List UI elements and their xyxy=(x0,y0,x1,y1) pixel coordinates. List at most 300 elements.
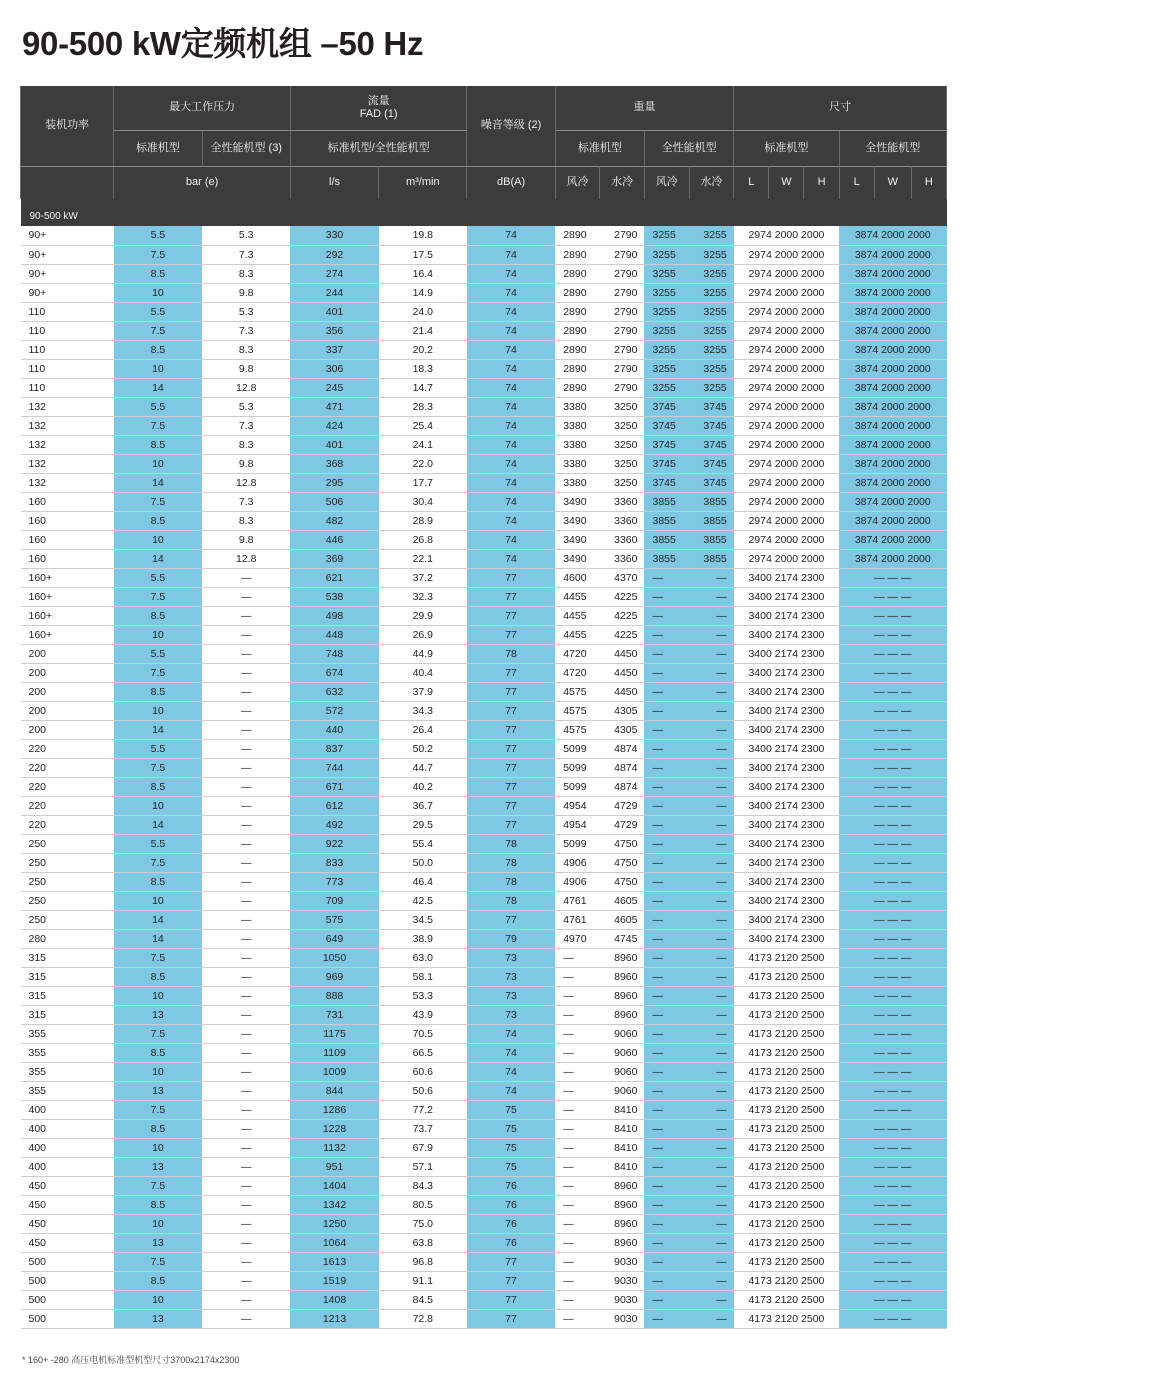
weight-std-air-cell: — xyxy=(555,1195,600,1214)
power-cell: 220 xyxy=(21,758,114,777)
size-full-cell: — — — xyxy=(839,777,946,796)
flow-m3-cell: 29.5 xyxy=(379,815,467,834)
header-size: 尺寸 xyxy=(734,86,947,130)
weight-std-air-cell: 4575 xyxy=(555,720,600,739)
weight-full-water-cell: 3745 xyxy=(689,435,734,454)
table-row xyxy=(21,891,947,910)
weight-full-water-cell: 3255 xyxy=(689,340,734,359)
weight-std-water-cell: 8960 xyxy=(600,1176,645,1195)
flow-ls-cell: 498 xyxy=(290,606,378,625)
weight-full-water-cell: 3255 xyxy=(689,359,734,378)
table-row xyxy=(21,1081,947,1100)
pressure-std-cell: 14 xyxy=(114,910,202,929)
pressure-full-cell: — xyxy=(202,1024,290,1043)
flow-ls-cell: 632 xyxy=(290,682,378,701)
power-cell: 450 xyxy=(21,1214,114,1233)
size-std-cell: 3400 2174 2300 xyxy=(734,929,839,948)
weight-std-air-cell: 2890 xyxy=(555,378,600,397)
weight-full-air-cell: 3855 xyxy=(644,492,689,511)
weight-std-water-cell: 4605 xyxy=(600,891,645,910)
weight-std-air-cell: — xyxy=(555,1157,600,1176)
size-full-cell: — — — xyxy=(839,1157,946,1176)
weight-std-water-cell: 4225 xyxy=(600,606,645,625)
flow-ls-cell: 506 xyxy=(290,492,378,511)
size-std-cell: 4173 2120 2500 xyxy=(734,967,839,986)
weight-full-air-cell: — xyxy=(644,1309,689,1328)
pressure-std-cell: 7.5 xyxy=(114,853,202,872)
weight-full-air-cell: — xyxy=(644,1214,689,1233)
flow-ls-cell: 492 xyxy=(290,815,378,834)
weight-full-air-cell: — xyxy=(644,663,689,682)
pressure-full-cell: 8.3 xyxy=(202,340,290,359)
table-row xyxy=(21,663,947,682)
pressure-full-cell: — xyxy=(202,1176,290,1195)
size-std-cell: 3400 2174 2300 xyxy=(734,701,839,720)
weight-full-air-cell: — xyxy=(644,967,689,986)
header-full-l: L xyxy=(839,166,874,199)
pressure-full-cell: — xyxy=(202,1233,290,1252)
weight-std-water-cell: 9030 xyxy=(600,1290,645,1309)
pressure-full-cell: — xyxy=(202,739,290,758)
power-cell: 500 xyxy=(21,1252,114,1271)
flow-ls-cell: 471 xyxy=(290,397,378,416)
size-full-cell: — — — xyxy=(839,1024,946,1043)
weight-std-water-cell: 8960 xyxy=(600,967,645,986)
flow-ls-cell: 1050 xyxy=(290,948,378,967)
size-full-cell: 3874 2000 2000 xyxy=(839,226,946,245)
size-full-cell: — — — xyxy=(839,1043,946,1062)
pressure-std-cell: 7.5 xyxy=(114,663,202,682)
pressure-full-cell: — xyxy=(202,834,290,853)
weight-std-water-cell: 4370 xyxy=(600,568,645,587)
weight-std-water-cell: 9030 xyxy=(600,1271,645,1290)
flow-ls-cell: 837 xyxy=(290,739,378,758)
flow-m3-cell: 26.4 xyxy=(379,720,467,739)
pressure-std-cell: 14 xyxy=(114,378,202,397)
weight-std-air-cell: 3380 xyxy=(555,435,600,454)
flow-m3-cell: 77.2 xyxy=(379,1100,467,1119)
pressure-std-cell: 10 xyxy=(114,283,202,302)
power-cell: 315 xyxy=(21,948,114,967)
flow-ls-cell: 773 xyxy=(290,872,378,891)
weight-full-water-cell: 3255 xyxy=(689,321,734,340)
flow-m3-cell: 40.4 xyxy=(379,663,467,682)
table-row xyxy=(21,1119,947,1138)
header-pressure: 最大工作压力 xyxy=(114,86,291,130)
size-std-cell: 2974 2000 2000 xyxy=(734,397,839,416)
pressure-full-cell: — xyxy=(202,1252,290,1271)
weight-std-air-cell: 3490 xyxy=(555,530,600,549)
flow-m3-cell: 28.9 xyxy=(379,511,467,530)
pressure-std-cell: 7.5 xyxy=(114,948,202,967)
flow-m3-cell: 25.4 xyxy=(379,416,467,435)
size-full-cell: — — — xyxy=(839,1081,946,1100)
size-std-cell: 2974 2000 2000 xyxy=(734,302,839,321)
weight-std-water-cell: 2790 xyxy=(600,245,645,264)
size-std-cell: 3400 2174 2300 xyxy=(734,796,839,815)
size-std-cell: 3400 2174 2300 xyxy=(734,910,839,929)
header-full-air: 风冷 xyxy=(644,166,689,199)
weight-full-water-cell: — xyxy=(689,1100,734,1119)
pressure-full-cell: — xyxy=(202,1081,290,1100)
pressure-full-cell: — xyxy=(202,701,290,720)
power-cell: 355 xyxy=(21,1043,114,1062)
flow-m3-cell: 70.5 xyxy=(379,1024,467,1043)
flow-ls-cell: 1250 xyxy=(290,1214,378,1233)
flow-m3-cell: 14.7 xyxy=(379,378,467,397)
noise-cell: 77 xyxy=(467,1290,555,1309)
power-cell: 160 xyxy=(21,549,114,568)
power-cell: 355 xyxy=(21,1081,114,1100)
noise-cell: 74 xyxy=(467,226,555,245)
size-full-cell: — — — xyxy=(839,853,946,872)
weight-full-water-cell: — xyxy=(689,796,734,815)
power-cell: 200 xyxy=(21,720,114,739)
pressure-std-cell: 7.5 xyxy=(114,245,202,264)
noise-cell: 73 xyxy=(467,1005,555,1024)
size-std-cell: 4173 2120 2500 xyxy=(734,1119,839,1138)
weight-full-water-cell: 3255 xyxy=(689,226,734,245)
weight-std-water-cell: 4729 xyxy=(600,815,645,834)
weight-full-water-cell: 3855 xyxy=(689,530,734,549)
flow-ls-cell: 1613 xyxy=(290,1252,378,1271)
weight-std-water-cell: 4874 xyxy=(600,739,645,758)
flow-m3-cell: 57.1 xyxy=(379,1157,467,1176)
pressure-std-cell: 5.5 xyxy=(114,834,202,853)
size-full-cell: — — — xyxy=(839,1233,946,1252)
weight-std-water-cell: 3250 xyxy=(600,473,645,492)
noise-cell: 77 xyxy=(467,663,555,682)
weight-std-air-cell: 5099 xyxy=(555,777,600,796)
flow-m3-cell: 73.7 xyxy=(379,1119,467,1138)
flow-m3-cell: 26.8 xyxy=(379,530,467,549)
weight-full-water-cell: — xyxy=(689,1138,734,1157)
weight-std-air-cell: — xyxy=(555,1176,600,1195)
pressure-full-cell: — xyxy=(202,663,290,682)
size-std-cell: 3400 2174 2300 xyxy=(734,834,839,853)
size-full-cell: — — — xyxy=(839,606,946,625)
flow-ls-cell: 368 xyxy=(290,454,378,473)
weight-std-air-cell: — xyxy=(555,1043,600,1062)
flow-m3-cell: 96.8 xyxy=(379,1252,467,1271)
pressure-full-cell: — xyxy=(202,644,290,663)
header-full-h: H xyxy=(911,166,946,199)
flow-m3-cell: 18.3 xyxy=(379,359,467,378)
flow-m3-cell: 22.1 xyxy=(379,549,467,568)
weight-std-air-cell: — xyxy=(555,1005,600,1024)
weight-std-air-cell: 4575 xyxy=(555,701,600,720)
weight-std-water-cell: 4605 xyxy=(600,910,645,929)
flow-ls-cell: 649 xyxy=(290,929,378,948)
pressure-std-cell: 7.5 xyxy=(114,1176,202,1195)
noise-cell: 76 xyxy=(467,1214,555,1233)
power-cell: 315 xyxy=(21,986,114,1005)
weight-std-air-cell: 4970 xyxy=(555,929,600,948)
noise-cell: 75 xyxy=(467,1100,555,1119)
weight-std-air-cell: 4761 xyxy=(555,891,600,910)
size-std-cell: 2974 2000 2000 xyxy=(734,321,839,340)
noise-cell: 77 xyxy=(467,796,555,815)
weight-full-water-cell: — xyxy=(689,663,734,682)
flow-ls-cell: 538 xyxy=(290,587,378,606)
pressure-std-cell: 8.5 xyxy=(114,682,202,701)
pressure-full-cell: — xyxy=(202,1138,290,1157)
pressure-std-cell: 10 xyxy=(114,454,202,473)
pressure-std-cell: 10 xyxy=(114,986,202,1005)
size-std-cell: 4173 2120 2500 xyxy=(734,1062,839,1081)
noise-cell: 76 xyxy=(467,1233,555,1252)
noise-cell: 74 xyxy=(467,359,555,378)
power-cell: 315 xyxy=(21,1005,114,1024)
power-cell: 280 xyxy=(21,929,114,948)
pressure-full-cell: 9.8 xyxy=(202,283,290,302)
size-full-cell: — — — xyxy=(839,625,946,644)
pressure-std-cell: 13 xyxy=(114,1233,202,1252)
flow-ls-cell: 1228 xyxy=(290,1119,378,1138)
pressure-full-cell: — xyxy=(202,1043,290,1062)
size-full-cell: 3874 2000 2000 xyxy=(839,530,946,549)
size-std-cell: 4173 2120 2500 xyxy=(734,1214,839,1233)
table-row xyxy=(21,815,947,834)
pressure-std-cell: 10 xyxy=(114,891,202,910)
weight-std-air-cell: — xyxy=(555,1081,600,1100)
table-row xyxy=(21,587,947,606)
weight-std-air-cell: 2890 xyxy=(555,359,600,378)
weight-full-water-cell: 3745 xyxy=(689,454,734,473)
header-std-air: 风冷 xyxy=(555,166,600,199)
pressure-full-cell: — xyxy=(202,1271,290,1290)
pressure-std-cell: 7.5 xyxy=(114,1024,202,1043)
weight-std-air-cell: 4455 xyxy=(555,625,600,644)
size-full-cell: — — — xyxy=(839,1309,946,1328)
table-row xyxy=(21,777,947,796)
size-full-cell: — — — xyxy=(839,1062,946,1081)
power-cell: 355 xyxy=(21,1024,114,1043)
table-row xyxy=(21,1176,947,1195)
size-full-cell: — — — xyxy=(839,1290,946,1309)
weight-std-water-cell: 2790 xyxy=(600,321,645,340)
size-std-cell: 4173 2120 2500 xyxy=(734,1290,839,1309)
weight-std-water-cell: 4450 xyxy=(600,682,645,701)
weight-std-water-cell: 8960 xyxy=(600,1233,645,1252)
page-title: 90-500 kW定频机组 –50 Hz xyxy=(22,25,424,62)
power-cell: 160+ xyxy=(21,568,114,587)
weight-std-air-cell: — xyxy=(555,1233,600,1252)
size-std-cell: 2974 2000 2000 xyxy=(734,416,839,435)
size-std-cell: 4173 2120 2500 xyxy=(734,1138,839,1157)
flow-ls-cell: 274 xyxy=(290,264,378,283)
weight-std-air-cell: — xyxy=(555,1024,600,1043)
pressure-full-cell: — xyxy=(202,929,290,948)
header-flow-label: 流量 xyxy=(367,94,390,107)
size-std-cell: 3400 2174 2300 xyxy=(734,872,839,891)
size-std-cell: 4173 2120 2500 xyxy=(734,1176,839,1195)
size-full-cell: — — — xyxy=(839,644,946,663)
size-full-cell: 3874 2000 2000 xyxy=(839,435,946,454)
flow-ls-cell: 1342 xyxy=(290,1195,378,1214)
pressure-full-cell: 8.3 xyxy=(202,511,290,530)
size-std-cell: 2974 2000 2000 xyxy=(734,245,839,264)
table-row xyxy=(21,1157,947,1176)
pressure-full-cell: — xyxy=(202,1157,290,1176)
weight-std-water-cell: 9030 xyxy=(600,1309,645,1328)
power-cell: 400 xyxy=(21,1100,114,1119)
weight-full-water-cell: 3255 xyxy=(689,245,734,264)
weight-std-water-cell: 8410 xyxy=(600,1100,645,1119)
table-row xyxy=(21,625,947,644)
flow-ls-cell: 482 xyxy=(290,511,378,530)
power-cell: 500 xyxy=(21,1290,114,1309)
pressure-full-cell: — xyxy=(202,967,290,986)
section-label: 90-500 kW xyxy=(21,199,947,226)
flow-m3-cell: 50.0 xyxy=(379,853,467,872)
noise-cell: 74 xyxy=(467,511,555,530)
table-row xyxy=(21,1309,947,1328)
weight-full-air-cell: 3255 xyxy=(644,359,689,378)
size-full-cell: 3874 2000 2000 xyxy=(839,302,946,321)
power-cell: 200 xyxy=(21,701,114,720)
table-row xyxy=(21,1290,947,1309)
table-row xyxy=(21,492,947,511)
table-row xyxy=(21,435,947,454)
pressure-full-cell: — xyxy=(202,986,290,1005)
weight-std-air-cell: — xyxy=(555,1100,600,1119)
size-full-cell: — — — xyxy=(839,1005,946,1024)
weight-full-water-cell: 3255 xyxy=(689,302,734,321)
weight-std-air-cell: 4720 xyxy=(555,644,600,663)
weight-std-air-cell: 2890 xyxy=(555,340,600,359)
pressure-full-cell: 7.3 xyxy=(202,492,290,511)
weight-full-air-cell: 3255 xyxy=(644,226,689,245)
weight-full-water-cell: — xyxy=(689,587,734,606)
flow-m3-cell: 21.4 xyxy=(379,321,467,340)
flow-ls-cell: 1286 xyxy=(290,1100,378,1119)
weight-full-air-cell: — xyxy=(644,701,689,720)
weight-std-air-cell: 2890 xyxy=(555,245,600,264)
power-cell: 355 xyxy=(21,1062,114,1081)
size-full-cell: — — — xyxy=(839,815,946,834)
weight-std-water-cell: 9060 xyxy=(600,1024,645,1043)
weight-full-water-cell: — xyxy=(689,948,734,967)
size-full-cell: — — — xyxy=(839,1195,946,1214)
size-std-cell: 3400 2174 2300 xyxy=(734,739,839,758)
power-cell: 315 xyxy=(21,967,114,986)
noise-cell: 74 xyxy=(467,245,555,264)
pressure-full-cell: — xyxy=(202,625,290,644)
table-row xyxy=(21,1043,947,1062)
weight-full-air-cell: — xyxy=(644,872,689,891)
pressure-full-cell: — xyxy=(202,948,290,967)
noise-cell: 77 xyxy=(467,815,555,834)
pressure-full-cell: 8.3 xyxy=(202,264,290,283)
flow-ls-cell: 671 xyxy=(290,777,378,796)
weight-std-water-cell: 3360 xyxy=(600,530,645,549)
header-full-w: W xyxy=(874,166,911,199)
header-pressure-full: 全性能机型 (3) xyxy=(202,130,290,166)
weight-full-water-cell: — xyxy=(689,1252,734,1271)
power-cell: 110 xyxy=(21,302,114,321)
flow-m3-cell: 28.3 xyxy=(379,397,467,416)
pressure-std-cell: 14 xyxy=(114,929,202,948)
size-std-cell: 3400 2174 2300 xyxy=(734,720,839,739)
noise-cell: 77 xyxy=(467,777,555,796)
size-std-cell: 3400 2174 2300 xyxy=(734,644,839,663)
weight-full-water-cell: — xyxy=(689,682,734,701)
size-full-cell: — — — xyxy=(839,1271,946,1290)
pressure-std-cell: 7.5 xyxy=(114,1252,202,1271)
pressure-full-cell: 7.3 xyxy=(202,245,290,264)
weight-full-air-cell: — xyxy=(644,891,689,910)
weight-full-air-cell: 3855 xyxy=(644,511,689,530)
pressure-std-cell: 8.5 xyxy=(114,435,202,454)
weight-std-air-cell: — xyxy=(555,948,600,967)
weight-full-water-cell: 3855 xyxy=(689,511,734,530)
weight-std-water-cell: 8960 xyxy=(600,986,645,1005)
weight-std-air-cell: 3380 xyxy=(555,454,600,473)
header-unit-ls: l/s xyxy=(290,166,378,199)
noise-cell: 77 xyxy=(467,758,555,777)
pressure-full-cell: 9.8 xyxy=(202,454,290,473)
flow-m3-cell: 46.4 xyxy=(379,872,467,891)
pressure-std-cell: 8.5 xyxy=(114,606,202,625)
pressure-full-cell: — xyxy=(202,891,290,910)
table-row xyxy=(21,910,947,929)
weight-full-air-cell: 3745 xyxy=(644,416,689,435)
weight-full-air-cell: — xyxy=(644,606,689,625)
header-flow-std-full: 标准机型/全性能机型 xyxy=(290,130,467,166)
power-cell: 90+ xyxy=(21,245,114,264)
size-std-cell: 2974 2000 2000 xyxy=(734,340,839,359)
flow-m3-cell: 80.5 xyxy=(379,1195,467,1214)
pressure-std-cell: 7.5 xyxy=(114,587,202,606)
weight-std-air-cell: 3380 xyxy=(555,397,600,416)
weight-std-water-cell: 4450 xyxy=(600,644,645,663)
power-cell: 160+ xyxy=(21,606,114,625)
table-row xyxy=(21,967,947,986)
flow-ls-cell: 1408 xyxy=(290,1290,378,1309)
weight-full-air-cell: — xyxy=(644,948,689,967)
pressure-std-cell: 10 xyxy=(114,1138,202,1157)
size-full-cell: 3874 2000 2000 xyxy=(839,397,946,416)
size-full-cell: — — — xyxy=(839,739,946,758)
size-std-cell: 2974 2000 2000 xyxy=(734,283,839,302)
weight-full-water-cell: 3745 xyxy=(689,416,734,435)
noise-cell: 74 xyxy=(467,473,555,492)
power-cell: 250 xyxy=(21,891,114,910)
weight-full-air-cell: — xyxy=(644,777,689,796)
noise-cell: 74 xyxy=(467,1024,555,1043)
table-row xyxy=(21,644,947,663)
size-full-cell: — — — xyxy=(839,834,946,853)
weight-full-air-cell: — xyxy=(644,1138,689,1157)
flow-ls-cell: 1175 xyxy=(290,1024,378,1043)
pressure-std-cell: 10 xyxy=(114,701,202,720)
weight-full-water-cell: — xyxy=(689,872,734,891)
power-cell: 110 xyxy=(21,340,114,359)
size-full-cell: — — — xyxy=(839,1100,946,1119)
power-cell: 110 xyxy=(21,359,114,378)
weight-full-air-cell: 3255 xyxy=(644,264,689,283)
noise-cell: 74 xyxy=(467,492,555,511)
weight-full-air-cell: — xyxy=(644,1233,689,1252)
table-row xyxy=(21,530,947,549)
weight-full-water-cell: — xyxy=(689,1176,734,1195)
size-full-cell: — — — xyxy=(839,796,946,815)
pressure-std-cell: 13 xyxy=(114,1157,202,1176)
weight-std-air-cell: — xyxy=(555,1271,600,1290)
table-row xyxy=(21,720,947,739)
header-unit-db: dB(A) xyxy=(467,166,555,199)
